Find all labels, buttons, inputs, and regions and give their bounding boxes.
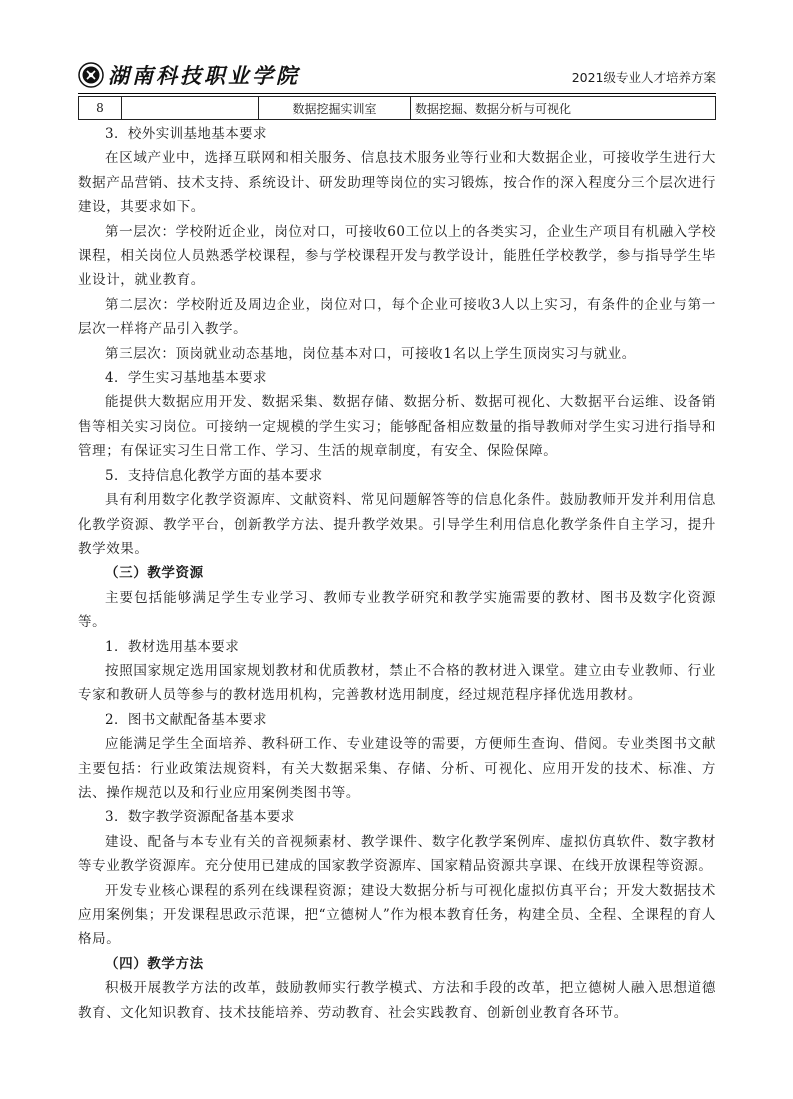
- subheading-offcampus-base: 3．校外实训基地基本要求: [105, 126, 267, 142]
- row-room: 数据挖掘实训室: [259, 97, 411, 120]
- paragraph: 应能满足学生全面培养、教科研工作、专业建设等的需要，方便师生查询、借阅。专业类图书文献主要包括：行业政策法规资料，有关大数据采集、存储、分析、可视化、应用开发的技术、标准、方法、操作规范以及和行业应用案例类图书等。: [78, 736, 716, 801]
- paragraph: 第二层次：学校附近及周边企业，岗位对口，每个企业可接收3人以上实习，有条件的企业与第一层次一样将产品引入教学。: [78, 296, 716, 338]
- row-name: [122, 97, 259, 120]
- row-number: 8: [79, 97, 122, 120]
- training-room-table: [78, 96, 716, 120]
- paragraph: 按照国家规定选用国家规划教材和优质教材，禁止不合格的教材进入课堂。建立由专业教师、行业专家和教研人员等参与的教材选用机构，完善教材选用制度，经过规范程序择优选用教材。: [78, 662, 716, 704]
- school-logo-icon: [78, 62, 104, 88]
- school-name: 湖南科技职业学院: [108, 63, 300, 88]
- subheading-informatization: 5．支持信息化教学方面的基本要求: [105, 467, 323, 484]
- paragraph: 建设、配备与本专业有关的音视频素材、教学课件、数字化教学案例库、虚拟仿真软件、数字教材等专业教学资源库。充分使用已建成的国家教学资源库、国家精品资源共享课、在线开放课程等资源。: [78, 833, 716, 875]
- paragraph: 第三层次：顶岗就业动态基地，岗位基本对口，可接收1名以上学生顶岗实习与就业。: [105, 345, 636, 362]
- paragraph: 主要包括能够满足学生专业学习、教师专业教学研究和教学实施需要的教材、图书及数字化资源等。: [78, 589, 716, 631]
- row-function: 数据挖掘、数据分析与可视化: [411, 97, 716, 120]
- paragraph: 能提供大数据应用开发、数据采集、数据存储、数据分析、数据可视化、大数据平台运维、设备销售等相关实习岗位。可接纳一定规模的学生实习；能够配备相应数量的指导教师对学生实习进行指导和管理；有保证实习生日常工作、学习、生活的规章制度，有安全、保险保障。: [78, 394, 716, 460]
- document-title: 2021级专业人才培养方案: [571, 70, 716, 85]
- table-row: [79, 97, 716, 120]
- paragraph: 在区域产业中，选择互联网和相关服务、信息技术服务业等行业和大数据企业，可接收学生进行大数据产品营销、技术支持、系统设计、研发助理等岗位的实习锻炼，按合作的深入程度分三个层次进行建设，其要求如下。: [78, 150, 716, 216]
- paragraph: 第一层次：学校附近企业，岗位对口，可接收60工位以上的各类实习，企业生产项目有机融入学校课程，相关岗位人员熟悉学校课程，参与学校课程开发与教学设计，能胜任学校教学，参与指导学生毕业设计，就业教育。: [78, 223, 716, 289]
- subheading-internship-base: 4．学生实习基地基本要求: [105, 370, 267, 387]
- section-heading-teaching-resources: （三）教学资源: [105, 565, 204, 582]
- header-divider: [78, 93, 716, 94]
- subheading-textbooks: 1．教材选用基本要求: [105, 638, 240, 655]
- subheading-digital-resources: 3．数字教学资源配备基本要求: [105, 809, 295, 826]
- paragraph: 积极开展教学方法的改革，鼓励教师实行教学模式、方法和手段的改革，把立德树人融入思想道德教育、文化知识教育、技术技能培养、劳动教育、社会实践教育、创新创业教育各环节。: [78, 980, 716, 1021]
- document-body: [78, 122, 716, 1025]
- paragraph: 具有利用数字化教学资源库、文献资料、常见问题解答等的信息化条件。鼓励教师开发并利用信息化教学资源、教学平台，创新教学方法、提升教学效果。引导学生利用信息化教学条件自主学习，提升教学效果。: [78, 492, 716, 557]
- page-header: [78, 60, 716, 94]
- paragraph: 开发专业核心课程的系列在线课程资源；建设大数据分析与可视化虚拟仿真平台；开发大数据技术应用案例集；开发课程思政示范课，把“立德树人”作为根本教育任务，构建全员、全程、全课程的育人格局。: [78, 882, 716, 948]
- subheading-library: 2．图书文献配备基本要求: [105, 711, 267, 728]
- section-heading-teaching-methods: （四）教学方法: [105, 955, 204, 972]
